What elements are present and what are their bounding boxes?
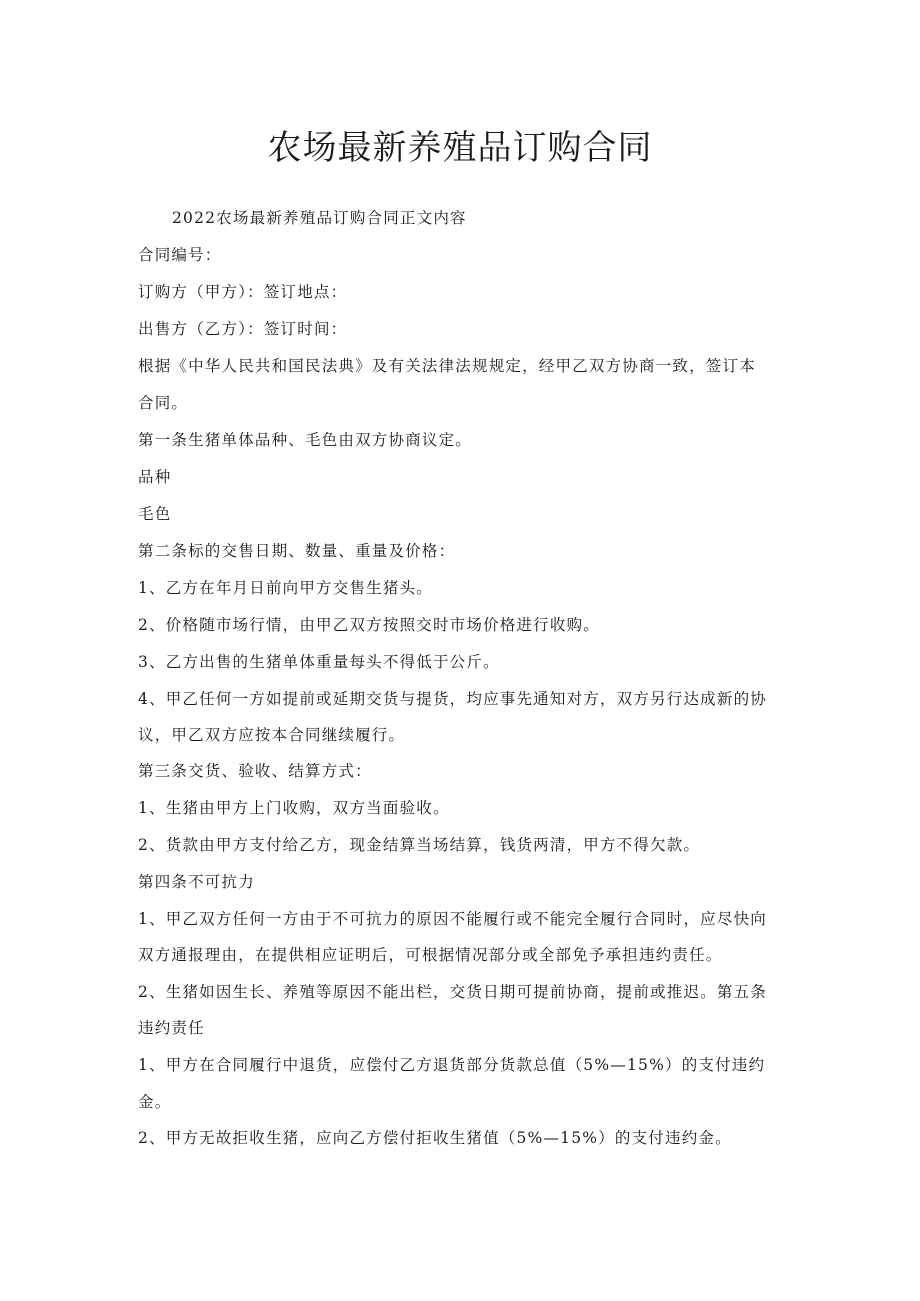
party-a-line: 订购方（甲方）：签订地点： [138,283,348,301]
field-label: 品种 [138,468,172,486]
article-heading: 第四条不可抗力 [138,873,255,891]
article-heading: 第三条交货、验收、结算方式： [138,762,372,780]
clause-line: 违约责任 [138,1019,205,1037]
intro-line: 2022农场最新养殖品订购合同正文内容 [172,209,467,227]
article-heading: 第一条生猪单体品种、毛色由双方协商议定。 [138,431,473,449]
clause-line: 金。 [138,1093,172,1111]
preamble-line: 根据《中华人民共和国民法典》及有关法律法规规定，经甲乙双方协商一致，签订本 [138,357,756,375]
clause-line: 2、生猪如因生长、养殖等原因不能出栏，交货日期可提前协商，提前或推迟。第五条 [138,983,767,1001]
preamble-line: 合同。 [138,394,189,412]
clause-line: 1、生猪由甲方上门收购，双方当面验收。 [138,799,450,817]
clause-line: 1、甲乙双方任何一方由于不可抗力的原因不能履行或不能完全履行合同时，应尽快向 [138,910,767,928]
clause-line: 1、乙方在年月日前向甲方交售生猪头。 [138,579,433,597]
article-heading: 第二条标的交售日期、数量、重量及价格： [138,542,456,560]
clause-line: 4、甲乙任何一方如提前或延期交货与提货，均应事先通知对方，双方另行达成新的协 [138,690,767,708]
clause-line: 议，甲乙双方应按本合同继续履行。 [138,726,406,744]
clause-line: 2、价格随市场行情，由甲乙双方按照交时市场价格进行收购。 [138,616,600,634]
contract-number-line: 合同编号： [138,246,222,264]
clause-line: 1、甲方在合同履行中退货，应偿付乙方退货部分货款总值（5%—15%）的支付违约 [138,1056,766,1074]
clause-line: 双方通报理由，在提供相应证明后，可根据情况部分或全部免予承担违约责任。 [138,946,723,964]
clause-line: 3、乙方出售的生猪单体重量每头不得低于公斤。 [138,653,500,671]
clause-line: 2、甲方无故拒收生猪，应向乙方偿付拒收生猪值（5%—15%）的支付违约金。 [138,1129,732,1147]
clause-line: 2、货款由甲方支付给乙方，现金结算当场结算，钱货两清，甲方不得欠款。 [138,836,701,854]
document-title: 农场最新养殖品订购合同 [267,128,653,168]
field-label: 毛色 [138,505,172,523]
party-b-line: 出售方（乙方）：签订时间： [138,320,348,338]
